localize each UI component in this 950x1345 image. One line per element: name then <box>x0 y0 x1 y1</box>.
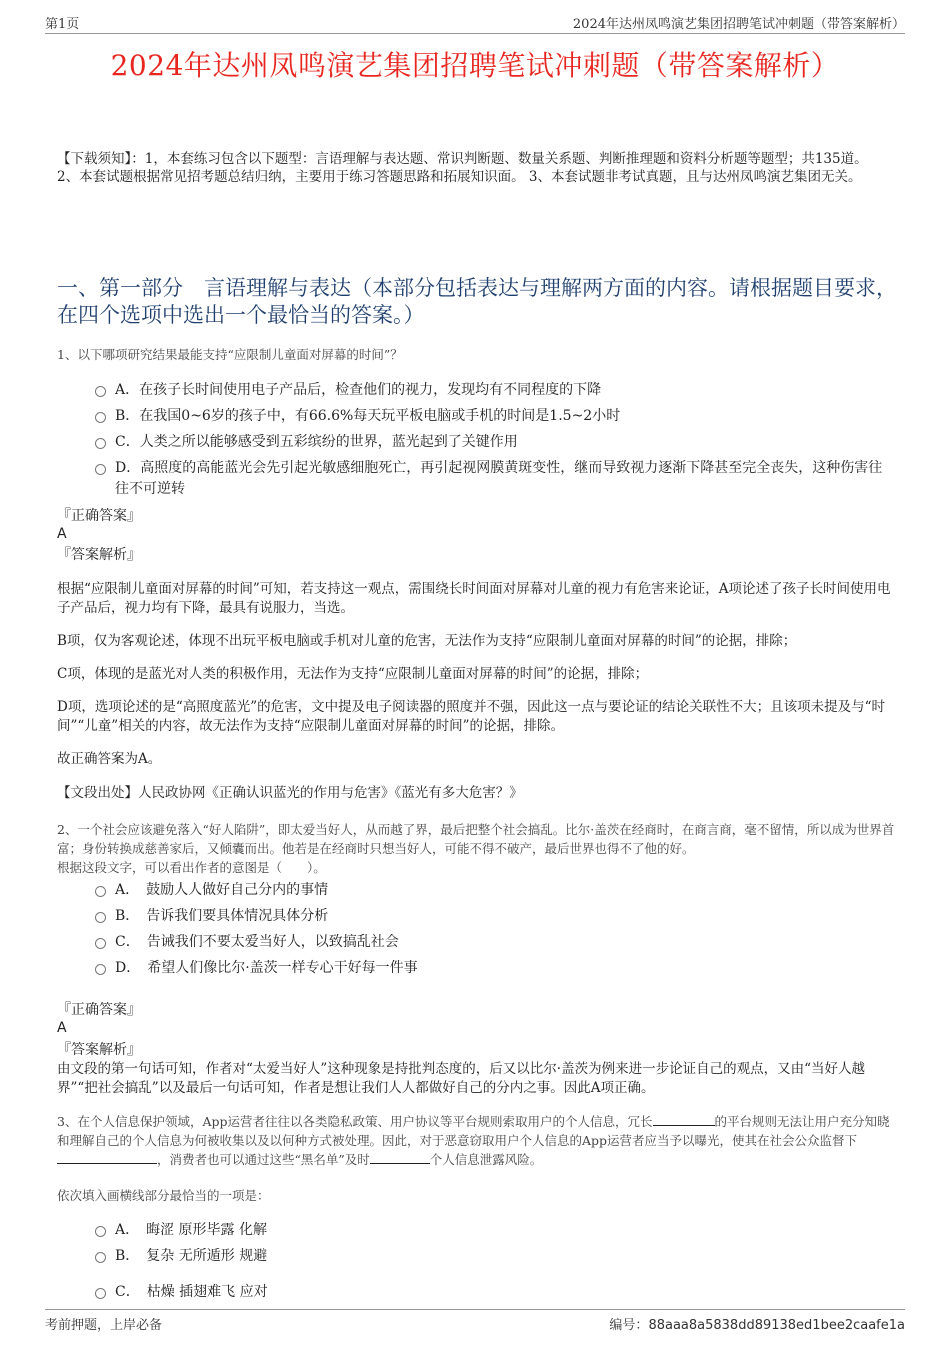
fill-blank-3[interactable] <box>370 1151 430 1164</box>
q1-analysis-para: 根据“应限制儿童面对屏幕的时间”可知，若支持这一观点，需围绕长时间面对屏幕对儿童的视力有危害来论证，A项论述了孩子长时间使用电子产品后，视力均有下降，最具有说服力，当选。 <box>57 581 891 616</box>
fill-blank-2[interactable] <box>57 1151 157 1164</box>
q2-prompt: 根据这段文字，可以看出作者的意图是（ ）。 <box>57 860 326 875</box>
footer-code <box>609 1314 905 1333</box>
q2-option-b[interactable] <box>95 906 893 928</box>
q3-option-b[interactable] <box>95 1246 893 1268</box>
q1-stem: 1、以下哪项研究结果最能支持“应限制儿童面对屏幕的时间”？ <box>57 347 403 362</box>
q2-answer: A <box>57 1020 67 1036</box>
q1-option-d[interactable] <box>95 458 893 502</box>
radio-icon[interactable] <box>95 412 106 423</box>
option-label: D．高照度的高能蓝光会先引起光敏感细胞死亡，再引起视网膜黄斑变性，继而导致视力逐渐下降甚至完全丧失，这种伤害往往不可逆转 <box>115 460 883 497</box>
q1-option-c[interactable] <box>95 432 893 454</box>
option-label: A． 晦涩 原形毕露 化解 <box>115 1222 268 1238</box>
q2-analysis-label: 『答案解析』 <box>57 1042 141 1058</box>
q1-answer-label: 『正确答案』 <box>57 508 141 524</box>
option-label: B． 告诉我们要具体情况具体分析 <box>115 908 329 924</box>
q3-stem-part: 个人信息泄露风险。 <box>429 1152 543 1167</box>
q3-stem-part: 的平台规则无法让用户充分知晓和理解自己的个人信息为何被收集以及以何种方式被处理。因此，对于恶意窃取用户个人信息的App运营者应当予以曝光，使其在社会公众监督下 <box>57 1114 890 1148</box>
q2-stem: 2、一个社会应该避免落入“好人陷阱”，即太爱当好人，从而越了界，最后把整个社会搞乱。比尔·盖茨在经商时，在商言商，毫不留情，所以成为世界首富；身份转换成慈善家后，又倾囊而出。他若是在经商时只想当好人，可能不得不破产，最后世界也得不了他的好。 <box>57 822 895 856</box>
q1-option-a[interactable] <box>95 380 893 402</box>
radio-icon[interactable] <box>95 1288 106 1299</box>
q1-analysis-para: B项，仅为客观论述，体现不出玩平板电脑或手机对儿童的危害，无法作为支持“应限制儿童面对屏幕的时间”的论据，排除； <box>57 633 797 649</box>
radio-icon[interactable] <box>95 438 106 449</box>
q1-option-b[interactable] <box>95 406 893 428</box>
option-label: D． 希望人们像比尔·盖茨一样专心干好每一件事 <box>115 960 418 976</box>
q2-option-a[interactable] <box>95 880 893 902</box>
radio-icon[interactable] <box>95 964 106 975</box>
q3-stem-part: 3、在个人信息保护领域，App运营者往往以各类隐私政策、用户协议等平台规则索取用户的个人信息，冗长 <box>57 1114 653 1129</box>
option-label: A． 鼓励人人做好自己分内的事情 <box>115 882 329 898</box>
q1-analysis-label: 『答案解析』 <box>57 547 141 563</box>
radio-icon[interactable] <box>95 886 106 897</box>
option-label: A．在孩子长时间使用电子产品后，检查他们的视力，发现均有不同程度的下降 <box>115 382 602 398</box>
footer-divider <box>45 1309 905 1310</box>
option-label: B． 复杂 无所遁形 规避 <box>115 1248 268 1264</box>
download-notice: 【下载须知】：1，本套练习包含以下题型：言语理解与表达题、常识判断题、数量关系题、判断推理题和资料分析题等题型；共135道。 2、本套试题根据常见招考题总结归纳，主要用于练习答题思路和拓展知识面。 3、本套试题非考试真题，且与达州凤鸣演艺集团无关。 <box>57 151 868 185</box>
radio-icon[interactable] <box>95 1226 106 1237</box>
q1-analysis-para: 故正确答案为A。 <box>57 751 162 767</box>
radio-icon[interactable] <box>95 386 106 397</box>
option-label: C． 告诫我们不要太爱当好人，以致搞乱社会 <box>115 934 399 950</box>
q3-stem-part: ，消费者也可以通过这些“黑名单”及时 <box>157 1152 370 1167</box>
section-heading: 一、第一部分 言语理解与表达（本部分包括表达与理解两方面的内容。请根据题目要求，在四个选项中选出一个最恰当的答案。） <box>57 276 897 327</box>
q1-analysis-para: D项，选项论述的是“高照度蓝光”的危害，文中提及电子阅读器的照度并不强，因此这一点与要论证的结论关联性不大；且该项未提及与“时间”“儿童”相关的内容，故无法作为支持“应限制儿童面对屏幕的时间”的论据，排除。 <box>57 699 886 734</box>
q2-option-d[interactable] <box>95 958 893 980</box>
footer-code-label: 编号： <box>609 1318 649 1333</box>
q1-source: 【文段出处】人民政协网《正确认识蓝光的作用与危害》《蓝光有多大危害？》 <box>57 785 523 801</box>
q3-stem <box>57 1112 898 1169</box>
radio-icon[interactable] <box>95 912 106 923</box>
page-number: 第1页 <box>45 17 80 32</box>
radio-icon[interactable] <box>95 938 106 949</box>
radio-icon[interactable] <box>95 1252 106 1263</box>
q3-prompt: 依次填入画横线部分最恰当的一项是： <box>57 1188 270 1203</box>
option-label: C． 枯燥 插翅难飞 应对 <box>115 1284 268 1300</box>
option-label: B．在我国0~6岁的孩子中，有66.6%每天玩平板电脑或手机的时间是1.5~2小时 <box>115 408 621 424</box>
q2-answer-label: 『正确答案』 <box>57 1002 141 1018</box>
q3-option-c[interactable] <box>95 1282 893 1304</box>
footer-slogan: 考前押题，上岸必备 <box>45 1318 163 1333</box>
header-divider <box>45 33 905 34</box>
q3-option-a[interactable] <box>95 1220 893 1242</box>
q2-option-c[interactable] <box>95 932 893 954</box>
fill-blank-1[interactable] <box>653 1113 715 1126</box>
q1-answer: A <box>57 526 67 542</box>
q2-analysis: 由文段的第一句话可知，作者对“太爱当好人”这种现象是持批判态度的，后又以比尔·盖茨为例来进一步论证自己的观点，又由“当好人越界”“把社会搞乱”以及最后一句话可知，作者是想让我们人人都做好自己的分内之事。因此A项正确。 <box>57 1061 865 1096</box>
q1-analysis-para: C项，体现的是蓝光对人类的积极作用，无法作为支持“应限制儿童面对屏幕的时间”的论据，排除； <box>57 666 649 682</box>
footer-code-value: 88aaa8a5838dd89138ed1bee2caafe1a <box>648 1318 905 1333</box>
header-doc-title: 2024年达州凤鸣演艺集团招聘笔试冲刺题（带答案解析） <box>572 17 905 32</box>
page-title: 2024年达州凤鸣演艺集团招聘笔试冲刺题（带答案解析） <box>110 49 840 82</box>
option-label: C．人类之所以能够感受到五彩缤纷的世界，蓝光起到了关键作用 <box>115 434 518 450</box>
